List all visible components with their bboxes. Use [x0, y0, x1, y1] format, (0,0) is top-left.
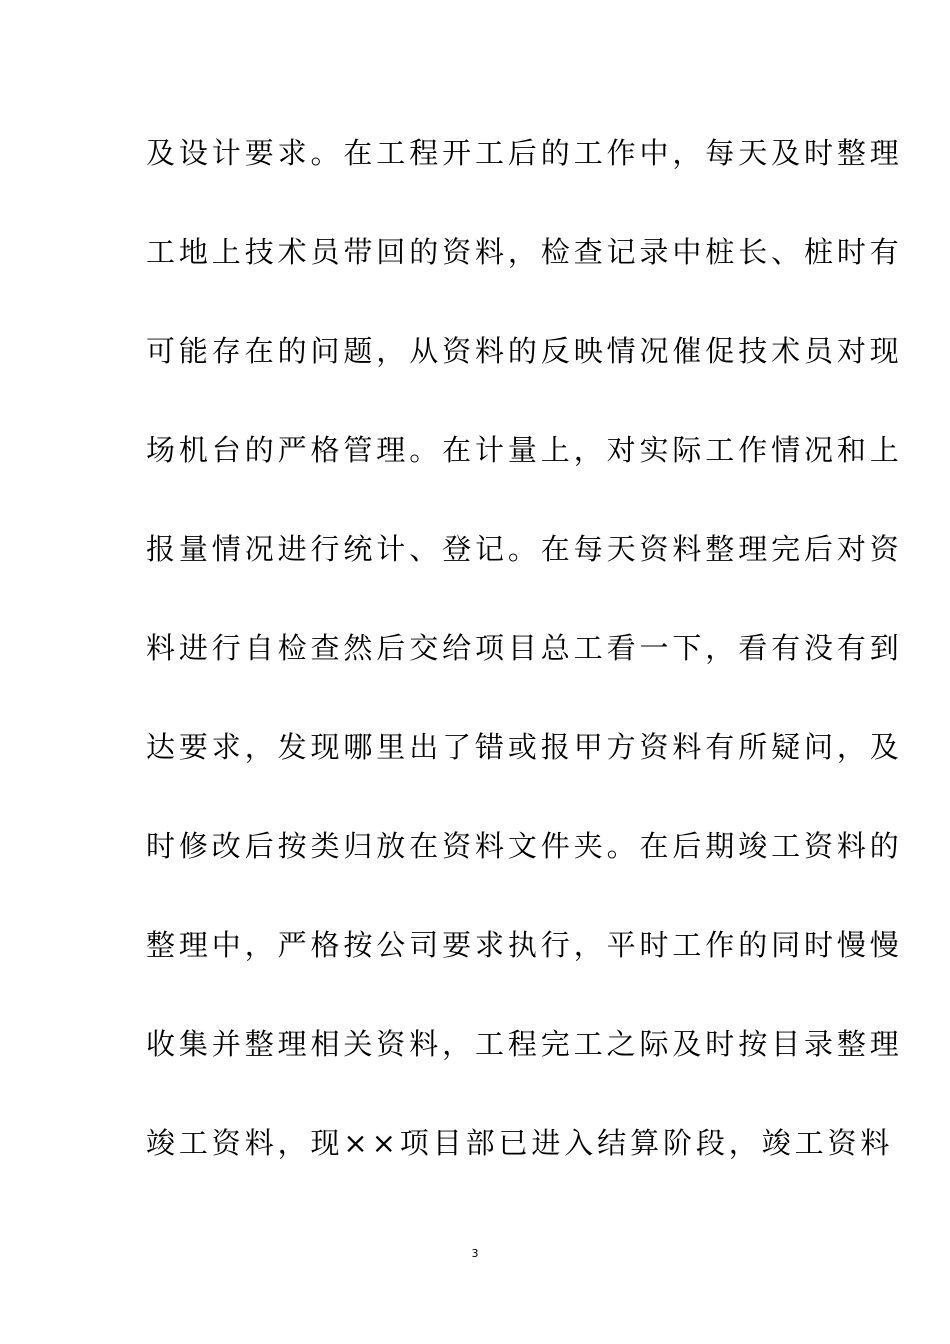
body-text	[146, 126, 903, 1215]
text-line: 工地上技术员带回的资料，检查记录中桩长、桩时有	[146, 235, 903, 269]
text-line: 时修改后按类归放在资料文件夹。在后期竣工资料的	[146, 829, 903, 863]
text-line: 整理中，严格按公司要求执行，平时工作的同时慢慢	[146, 928, 903, 962]
text-line: 报量情况进行统计、登记。在每天资料整理完后对资	[146, 532, 903, 566]
text-line: 达要求，发现哪里出了错或报甲方资料有所疑问，及	[146, 730, 903, 764]
text-line: 竣工资料，现××项目部已进入结算阶段，竣工资料	[146, 1126, 894, 1160]
text-line: 收集并整理相关资料，工程完工之际及时按目录整理	[146, 1027, 903, 1061]
page-number: 3	[471, 1247, 479, 1260]
text-line: 可能存在的问题，从资料的反映情况催促技术员对现	[146, 334, 903, 368]
text-line: 料进行自检查然后交给项目总工看一下，看有没有到	[146, 631, 903, 665]
text-line: 及设计要求。在工程开工后的工作中，每天及时整理	[146, 136, 903, 170]
text-line: 场机台的严格管理。在计量上，对实际工作情况和上	[146, 433, 903, 467]
